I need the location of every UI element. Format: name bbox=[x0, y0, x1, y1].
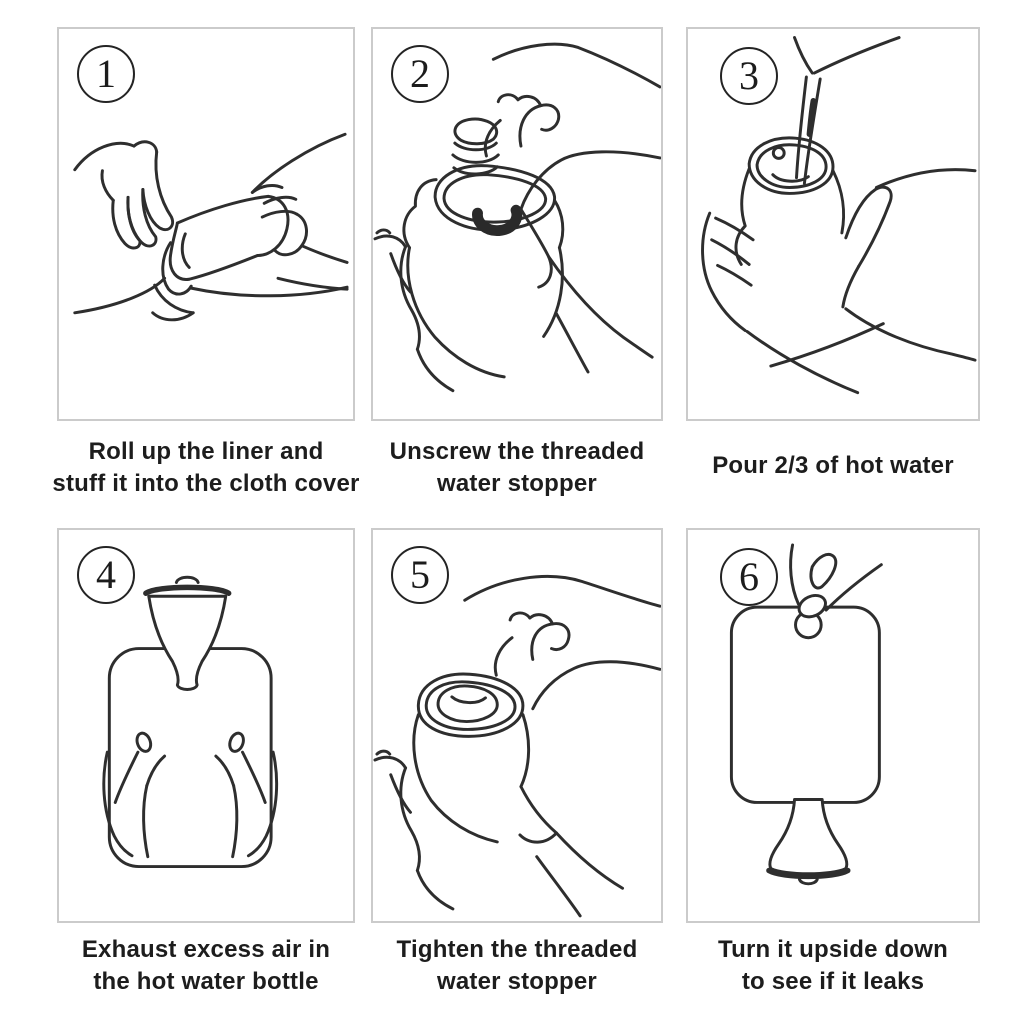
step-2-panel bbox=[371, 27, 663, 421]
step-5-caption bbox=[348, 934, 686, 998]
step-1-panel bbox=[57, 27, 355, 421]
step-number: 6 bbox=[739, 554, 759, 599]
caption-line: to see if it leaks bbox=[741, 968, 925, 995]
caption-line: water stopper bbox=[437, 968, 597, 995]
step-2-number-badge bbox=[391, 45, 449, 103]
step-6-number-badge bbox=[720, 548, 778, 606]
step-3-panel bbox=[686, 27, 980, 421]
step-5-number-badge bbox=[391, 546, 449, 604]
step-2-caption bbox=[348, 436, 686, 500]
step-number: 3 bbox=[739, 53, 759, 98]
caption-line: Turn it upside down bbox=[718, 936, 948, 963]
caption-line: Tighten the threaded bbox=[396, 936, 638, 963]
step-number: 1 bbox=[96, 51, 116, 96]
caption-line: Exhaust excess air in bbox=[81, 936, 331, 963]
step-4-number-badge bbox=[77, 546, 135, 604]
step-4-panel bbox=[57, 528, 355, 923]
step-3-caption bbox=[662, 450, 1004, 482]
caption-line: Roll up the liner and bbox=[88, 438, 324, 465]
step-number: 5 bbox=[410, 552, 430, 597]
step-number: 2 bbox=[410, 51, 430, 96]
step-4-caption bbox=[27, 934, 385, 998]
step-1-caption bbox=[27, 436, 385, 500]
step-6-caption bbox=[662, 934, 1004, 998]
step-number: 4 bbox=[96, 552, 116, 597]
caption-line: water stopper bbox=[437, 470, 597, 497]
step-3-number-badge bbox=[720, 47, 778, 105]
caption-line: Pour 2/3 of hot water bbox=[712, 452, 954, 479]
step-1-number-badge bbox=[77, 45, 135, 103]
step-6-panel bbox=[686, 528, 980, 923]
caption-line: stuff it into the cloth cover bbox=[52, 470, 360, 497]
caption-line: the hot water bottle bbox=[93, 968, 319, 995]
step-5-panel bbox=[371, 528, 663, 923]
caption-line: Unscrew the threaded bbox=[389, 438, 645, 465]
